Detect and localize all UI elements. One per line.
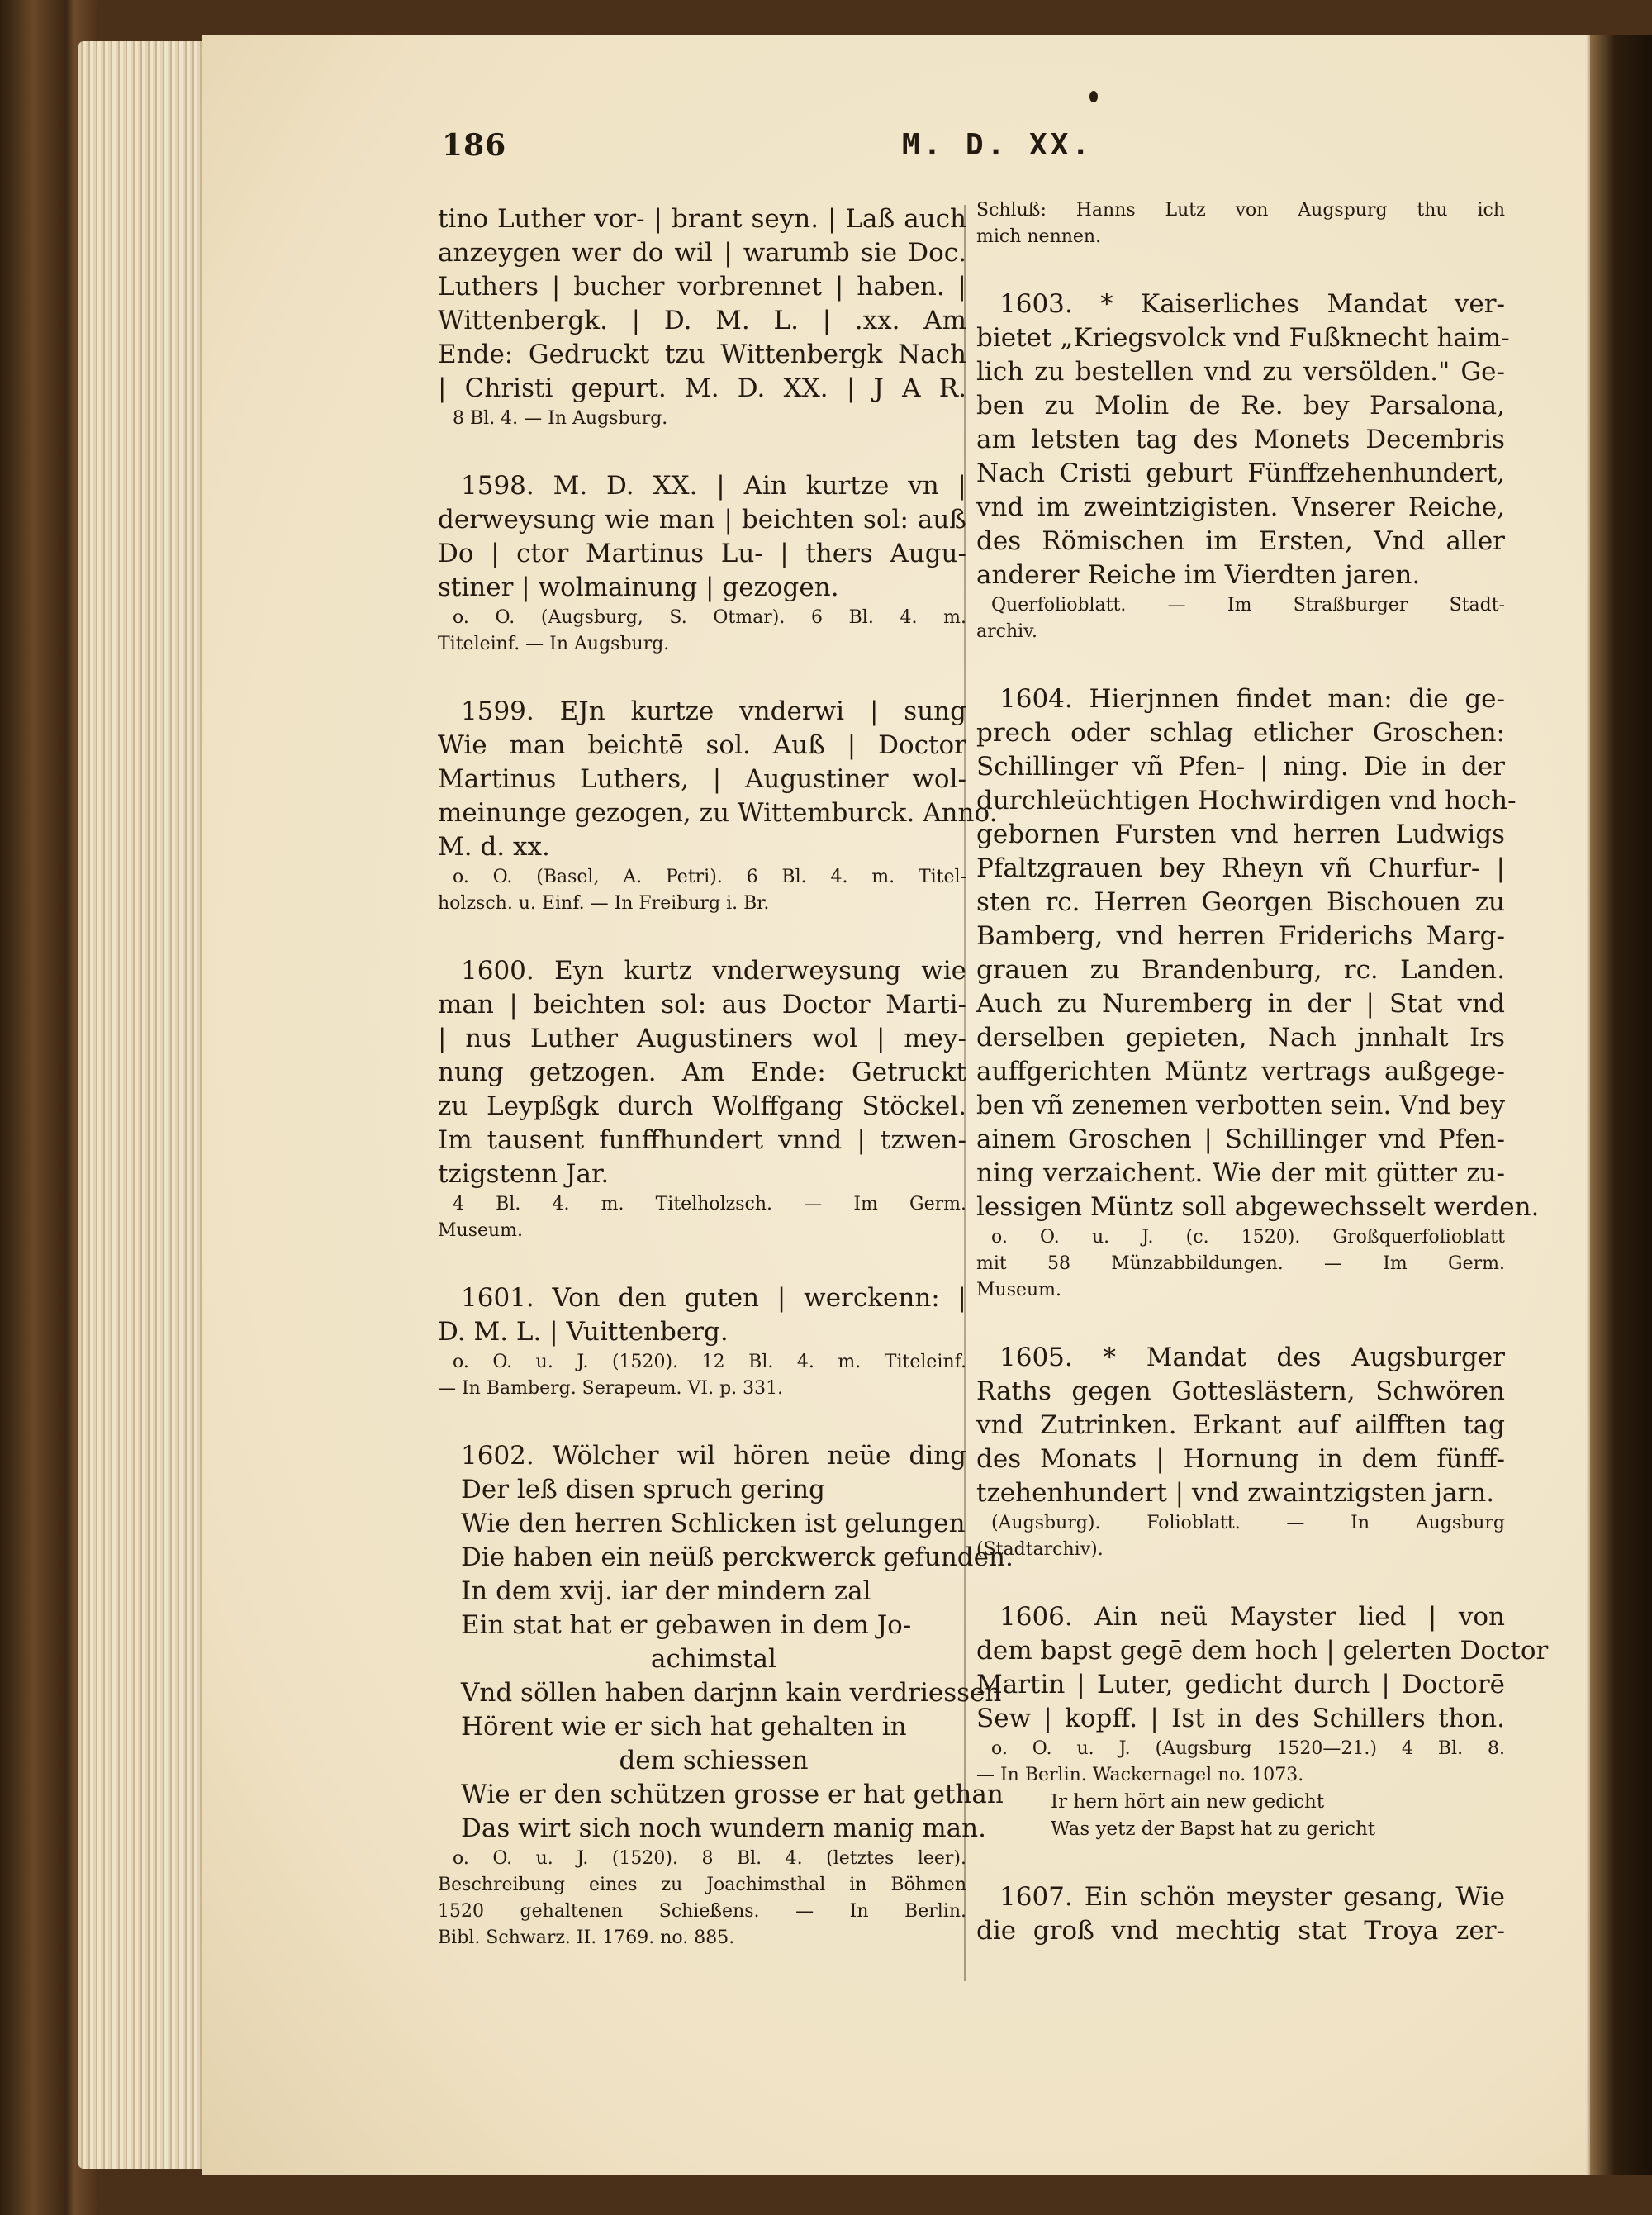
verse-line: Ir hern hört ain new gedicht xyxy=(1051,1791,1325,1813)
entry-1598 xyxy=(438,469,966,658)
entry-line: grauen zu Brandenburg, rc. Landen. xyxy=(976,955,1505,985)
entry-1601 xyxy=(438,1281,966,1402)
entry-line: am letsten tag des Monets Decembris xyxy=(976,425,1505,454)
entry-line: man | beichten sol: aus Doctor Marti- xyxy=(438,990,966,1020)
verse-line: Wie den herren Schlicken ist gelungen xyxy=(461,1509,966,1538)
book-gutter xyxy=(1590,35,1652,2175)
verse-line: Was yetz der Bapst hat zu gericht xyxy=(1051,1818,1376,1840)
entry-line: 1598. M. D. XX. | Ain kurtze vn | xyxy=(461,471,966,501)
entry-line: Schillinger vñ Pfen- | ning. Die in der xyxy=(976,752,1505,782)
entry-line: Martinus Luthers, | Augustiner wol- xyxy=(438,764,966,794)
entry-note: mit 58 Münzabbildungen. — Im Germ. xyxy=(976,1253,1505,1274)
entry-line: lich zu bestellen vnd zu versölden." Ge- xyxy=(976,357,1505,387)
entry-line: stiner | wolmainung | gezogen. xyxy=(438,573,839,602)
entry-line: anderer Reiche im Vierdten jaren. xyxy=(976,560,1421,590)
entry-line: Bamberg, vnd herren Friderichs Marg- xyxy=(976,921,1505,951)
entry-line: 1606. Ain neü Mayster lied | von xyxy=(999,1602,1505,1632)
entry-note: — In Bamberg. Serapeum. VI. p. 331. xyxy=(438,1378,784,1399)
entry-line: sten rc. Herren Georgen Bischouen zu xyxy=(976,887,1505,917)
entry-note: o. O. (Basel, A. Petri). 6 Bl. 4. m. Titel- xyxy=(453,867,966,887)
entry-line: durchleüchtigen Hochwirdigen vnd hoch- xyxy=(976,786,1517,815)
entry-line: 1605. * Mandat des Augsburger xyxy=(999,1343,1505,1372)
entry-line: des Römischen im Ersten, Vnd aller xyxy=(976,526,1505,556)
entry-note: holzsch. u. Einf. — In Freiburg i. Br. xyxy=(438,893,770,914)
entry-1604 xyxy=(976,682,1540,1304)
verse-line: Hörent wie er sich hat gehalten in xyxy=(461,1712,907,1742)
entry-line: lessigen Müntz soll abgewechsselt werden. xyxy=(976,1192,1540,1222)
entry-line: Do | ctor Martinus Lu- | thers Augu- xyxy=(438,539,966,568)
entry-line: vnd im zweintzigisten. Vnserer Reiche, xyxy=(976,492,1505,522)
entry-line: Im tausent funffhundert vnnd | tzwen- xyxy=(438,1125,966,1155)
page-edges xyxy=(78,41,215,2169)
entry-line: 1603. * Kaiserliches Mandat ver- xyxy=(999,289,1505,319)
entry-line: ben vñ zenemen verbotten sein. Vnd bey xyxy=(976,1091,1505,1120)
entry-note: o. O. u. J. (1520). 12 Bl. 4. m. Titeleinf. xyxy=(453,1352,966,1372)
entry-line: Auch zu Nuremberg in der | Stat vnd xyxy=(976,989,1505,1019)
entry-line: prech oder schlag etlicher Groschen: xyxy=(976,718,1505,748)
entry-line: Sew | kopff. | Ist in des Schillers thon. xyxy=(976,1704,1505,1733)
entry-1602 xyxy=(438,1439,1014,1951)
entry-note: Museum. xyxy=(438,1220,524,1241)
verse-line: Die haben ein neüß perckwerck gefunden. xyxy=(461,1542,1014,1572)
entry-line: tino Luther vor- | brant seyn. | Laß auch xyxy=(438,204,966,234)
entry-line: Nach Cristi geburt Fünffzehenhundert, xyxy=(976,459,1505,488)
entry-note: — In Berlin. Wackernagel no. 1073. xyxy=(976,1765,1304,1785)
entry-note: 1520 gehaltenen Schießens. — In Berlin. xyxy=(438,1901,966,1922)
entry-line: M. d. xx. xyxy=(438,832,550,862)
entry-line: Raths gegen Gotteslästern, Schwören xyxy=(976,1376,1505,1406)
entry-line: zu Leypßgk durch Wolffgang Stöckel. xyxy=(438,1091,966,1121)
entry-note: Museum. xyxy=(976,1280,1062,1300)
entry-line: ben zu Molin de Re. bey Parsalona, xyxy=(976,391,1505,421)
verse-line: Das wirt sich noch wundern manig man. xyxy=(461,1813,986,1843)
entry-1600 xyxy=(438,954,966,1244)
entry-line: 1600. Eyn kurtz vnderweysung wie xyxy=(461,956,966,986)
entry-line: anzeygen wer do wil | warumb sie Doc. xyxy=(438,238,966,268)
entry-line: dem bapst gegē dem hoch | gelerten Doctor xyxy=(976,1636,1549,1666)
page-number: 186 xyxy=(442,128,507,163)
entry-line: tzehenhundert | vnd zwaintzigsten jarn. xyxy=(976,1478,1495,1508)
entry-note: (Stadtarchiv). xyxy=(976,1539,1104,1560)
entry-note: archiv. xyxy=(976,621,1037,642)
entry-line: Wittenbergk. | D. M. L. | .xx. Am xyxy=(438,306,966,335)
entry-note: Querfolioblatt. — Im Straßburger Stadt- xyxy=(991,595,1505,616)
entry-1607 xyxy=(976,1880,1505,1948)
entry-line: vnd Zutrinken. Erkant auf ailfften tag xyxy=(976,1410,1505,1440)
entry-line: nung getzogen. Am Ende: Getruckt xyxy=(438,1058,966,1087)
verse-line: Der leß disen spruch gering xyxy=(461,1475,825,1504)
verse-line: In dem xvij. iar der mindern zal xyxy=(461,1576,871,1606)
entry-line: 1599. EJn kurtze vnderwi | sung xyxy=(461,696,966,726)
entry-continuation-right xyxy=(976,197,1505,250)
verse-line: Wie er den schützen grosse er hat gethan xyxy=(461,1780,1004,1809)
entry-line: meinunge gezogen, zu Wittemburck. Anno. xyxy=(438,798,998,828)
running-title: M. D. XX. xyxy=(902,128,1094,162)
entry-note: o. O. (Augsburg, S. Otmar). 6 Bl. 4. m. xyxy=(453,607,966,628)
verse-line: Ein stat hat er gebawen in dem Jo- xyxy=(461,1610,912,1640)
entry-note: Beschreibung eines zu Joachimsthal in Böhmen xyxy=(438,1875,966,1895)
entry-line: | Christi gepurt. M. D. XX. | J A R. xyxy=(438,373,966,403)
entry-line: derselben gepieten, Nach jnnhalt Irs xyxy=(976,1023,1505,1053)
entry-line: Luthers | bucher vorbrennet | haben. | xyxy=(438,272,966,302)
entry-note: mich nennen. xyxy=(976,226,1102,247)
entry-line: 1601. Von den guten | werckenn: | xyxy=(461,1283,966,1313)
entry-note: o. O. u. J. (c. 1520). Großquerfolioblatt xyxy=(991,1227,1505,1248)
entry-line: Ende: Gedruckt tzu Wittenbergk Nach xyxy=(438,340,966,369)
entry-line: Wie man beichtē sol. Auß | Doctor xyxy=(438,730,966,760)
verse-line: achimstal xyxy=(651,1644,776,1674)
entry-line: derweysung wie man | beichten sol: auß xyxy=(438,505,966,535)
entry-line: auffgerichten Müntz vertrags außgege- xyxy=(976,1057,1505,1086)
entry-note: o. O. u. J. (1520). 8 Bl. 4. (letztes leer). xyxy=(453,1848,966,1869)
entry-note: o. O. u. J. (Augsburg 1520—21.) 4 Bl. 8. xyxy=(991,1738,1505,1759)
entry-line: | nus Luther Augustiners wol | mey- xyxy=(438,1024,966,1053)
entry-line: Pfaltzgrauen bey Rheyn vñ Churfur- | xyxy=(976,853,1505,883)
entry-line: Martin | Luter, gedicht durch | Doctorē xyxy=(976,1670,1505,1699)
entry-line: 1602. Wölcher wil hören neüe ding xyxy=(461,1441,966,1471)
entry-note: Titeleinf. — In Augsburg. xyxy=(438,634,670,654)
entry-line: gebornen Fursten vnd herren Ludwigs xyxy=(976,820,1505,849)
entry-1603 xyxy=(976,288,1510,645)
ink-dot xyxy=(1089,91,1098,102)
entry-note: Schluß: Hanns Lutz von Augspurg thu ich xyxy=(976,200,1505,221)
entry-line: die groß vnd mechtig stat Troya zer- xyxy=(976,1916,1505,1946)
entry-note: (Augsburg). Folioblatt. — In Augsburg xyxy=(991,1513,1505,1533)
verse-line: dem schiessen xyxy=(619,1746,809,1775)
entry-line: D. M. L. | Vuittenberg. xyxy=(438,1317,729,1347)
entry-line: bietet „Kriegsvolck vnd Fußknecht haim- xyxy=(976,323,1510,353)
entry-note: 4 Bl. 4. m. Titelholzsch. — Im Germ. xyxy=(453,1194,966,1214)
entry-line: 1607. Ein schön meyster gesang, Wie xyxy=(999,1882,1505,1912)
entry-note: 8 Bl. 4. — In Augsburg. xyxy=(453,408,668,429)
entry-line: 1604. Hierjnnen findet man: die ge- xyxy=(999,684,1505,714)
verse-line: Vnd söllen haben darjnn kain verdriessen xyxy=(461,1678,1002,1708)
entry-continuation xyxy=(438,202,966,432)
entry-note: Bibl. Schwarz. II. 1769. no. 885. xyxy=(438,1927,735,1948)
right-column xyxy=(976,200,1549,1985)
entry-line: ainem Groschen | Schillinger vnd Pfen- xyxy=(976,1124,1505,1154)
entry-1606 xyxy=(976,1600,1549,1843)
entry-1599 xyxy=(438,695,998,917)
entry-1605 xyxy=(976,1341,1505,1563)
entry-line: tzigstenn Jar. xyxy=(438,1159,610,1189)
entry-line: des Monats | Hornung in dem fünff- xyxy=(976,1444,1505,1474)
entry-line: ning verzaichent. Wie der mit gütter zu- xyxy=(976,1158,1505,1188)
